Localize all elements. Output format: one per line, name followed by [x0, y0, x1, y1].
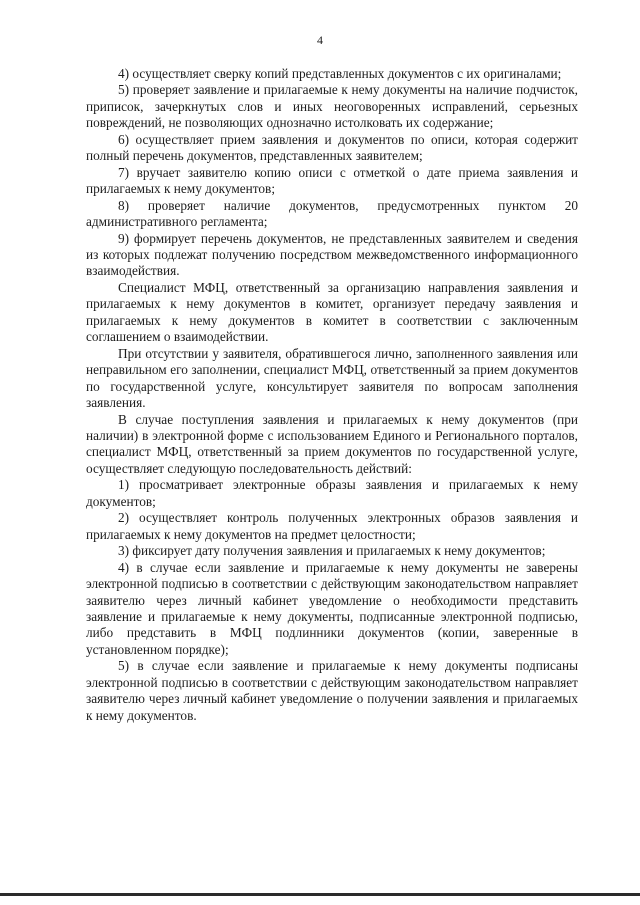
paragraph-item-6: 6) осуществляет прием заявления и документов по описи, которая содержит полный перечень документов, представленных заявителем; — [86, 131, 578, 164]
paragraph-electronic-step-5: 5) в случае если заявление и прилагаемые к нему документы подписаны электронной подписью в соответствии с действующим законодательством направляет заявителю через личный кабинет уведомление о получении заявления и прилагаемых к нему документов. — [86, 658, 578, 723]
paragraph-no-application: При отсутствии у заявителя, обратившегося лично, заполненного заявления или неправильном его заполнении, специалист МФЦ, ответственный за прием документов по государственной услуге, консультирует заявителя по вопросам заполнения заявления. — [86, 345, 578, 411]
paragraph-electronic-step-2: 2) осуществляет контроль полученных электронных образов заявления и прилагаемых к нему документов на предмет целостности; — [86, 510, 578, 542]
paragraph-electronic-receipt: В случае поступления заявления и прилагаемых к нему документов (при наличии) в электронной форме с использованием Единого и Регионального порталов, специалист МФЦ, ответственный за прием документов по государственной услуге, осуществляет следующую последовательность действий: — [86, 411, 578, 476]
paragraph-mfc-specialist: Специалист МФЦ, ответственный за организацию направления заявления и прилагаемых к нему документов в комитет, организует передачу заявления и прилагаемых к нему документов в комитет в соответствии с заключенным соглашением о взаимодействии. — [86, 279, 578, 345]
paragraph-electronic-step-3: 3) фиксирует дату получения заявления и прилагаемых к нему документов; — [118, 543, 546, 559]
page-number: 4 — [317, 33, 323, 47]
paragraph-electronic-step-4: 4) в случае если заявление и прилагаемые к нему документы не заверены электронной подписью в соответствии с действующим законодательством направляет заявителю через личный кабинет уведомление о необходимости представить заявление и прилагаемые к нему документы, подписанные электронной подписью, либо представить в МФЦ подлинники документов (копии, заверенные в установленном порядке); — [86, 559, 578, 657]
paragraph-item-7: 7) вручает заявителю копию описи с отметкой о дате приема заявления и прилагаемых к нему документов; — [86, 164, 578, 197]
paragraph-item-9: 9) формирует перечень документов, не представленных заявителем и сведения из которых подлежат получению посредством межведомственного информационного взаимодействия. — [86, 230, 578, 279]
paragraph-electronic-step-1: 1) просматривает электронные образы заявления и прилагаемых к нему документов; — [86, 477, 578, 509]
page-bottom-edge — [0, 893, 640, 896]
paragraph-item-8: 8) проверяет наличие документов, предусмотренных пунктом 20 административного регламента; — [86, 197, 578, 230]
paragraph-item-5: 5) проверяет заявление и прилагаемые к нему документы на наличие подчисток, приписок, зачеркнутых слов и иных неоговоренных исправлений, серьезных повреждений, не позволяющих однозначно истолковать их содержание; — [86, 82, 578, 131]
paragraph-item-4: 4) осуществляет сверку копий представленных документов с их оригиналами; — [118, 66, 562, 81]
document-body — [86, 66, 578, 724]
